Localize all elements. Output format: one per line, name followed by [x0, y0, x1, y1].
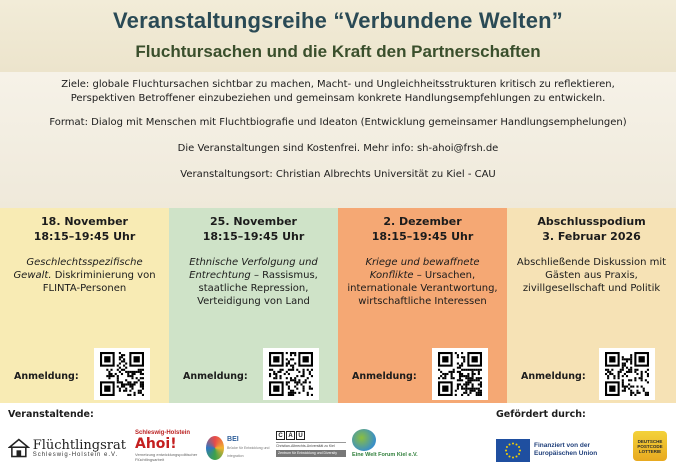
- registration-label: Anmeldung:: [183, 371, 248, 382]
- registration-qr-code[interactable]: [94, 348, 150, 400]
- bei-circle-icon: [206, 436, 224, 460]
- eu-star: [505, 449, 507, 451]
- postcode-lotterie-logo: [630, 431, 670, 461]
- goals-line-1: Ziele: globale Fluchtursachen sichtbar zu machen, Macht- und Ungleichheitsstrukturen kritisch zu reflektieren,: [61, 79, 615, 90]
- bei-logo: [206, 433, 272, 463]
- event-topic: Ethnische Verfolgung und Entrechtung: [189, 257, 318, 281]
- event-detail: – Ursachen, internationale Verantwortung, wirtschaftliche Interessen: [347, 270, 498, 307]
- footer: [0, 403, 676, 467]
- event-description: [338, 256, 507, 308]
- event-time: 18:15–19:45 Uhr: [371, 230, 474, 243]
- ahoi-tagline: Vernetzung entwicklungspolitischer Flüchtlingsarbeit: [135, 452, 198, 462]
- event-description: [0, 256, 169, 295]
- cau-logo: [276, 431, 350, 461]
- globe-icon: [352, 429, 376, 451]
- event-date: 3. Februar 2026: [542, 230, 641, 243]
- registration-label: Anmeldung:: [352, 371, 417, 382]
- event-topic: Kriege und bewaffnete Konflikte: [365, 257, 480, 281]
- eu-star: [512, 456, 514, 458]
- registration-label: Anmeldung:: [521, 371, 586, 382]
- eu-star: [506, 446, 508, 448]
- event-time: 18:15–19:45 Uhr: [33, 230, 136, 243]
- funded-by-label: Gefördert durch:: [496, 409, 586, 420]
- cau-name: Christian-Albrechts-Universität zu Kiel: [276, 442, 346, 448]
- bei-sub: Brücke für Entwicklung und Integration: [227, 446, 270, 458]
- event-title: Abschlusspodium: [537, 215, 646, 228]
- format-text: Format: Dialog mit Menschen mit Fluchtbiografie und Ideaton (Entwicklung gemeinsamer Handlungsemphelungen): [49, 117, 627, 128]
- eine-welt-forum-logo: [352, 429, 422, 459]
- event-detail: Diskriminierung von FLINTA-Personen: [42, 270, 156, 294]
- ahoi-name: Ahoi!: [135, 436, 177, 452]
- eu-logo: [496, 435, 616, 465]
- cau-letter: A: [286, 431, 295, 440]
- pcl-line-1: DEUTSCHE: [637, 438, 663, 444]
- ewf-name: Eine Welt Forum Kiel e.V.: [352, 452, 418, 458]
- event-date: 2. Dezember: [383, 215, 462, 228]
- event-date: 18. November: [41, 215, 128, 228]
- event-card-2: [169, 208, 338, 403]
- pcl-line-3: LOTTERIE: [638, 448, 662, 454]
- free-info-text: Die Veranstaltungen sind Kostenfrei. Mehr info: sh-ahoi@frsh.de: [177, 143, 499, 154]
- header: [0, 0, 676, 72]
- goals-line-2: Perspektiven Betroffener einzubeziehen und gemeinsam konkrete Handlungsempfehlungen zu entwickeln.: [70, 93, 606, 104]
- fluechtlingsrat-logo: [8, 433, 126, 463]
- event-topic: Geschlechtsspezifische Gewalt.: [13, 257, 143, 281]
- registration-qr-code[interactable]: [263, 348, 319, 400]
- event-description: [169, 256, 338, 308]
- bei-name: BEI: [227, 436, 239, 443]
- eu-star: [519, 449, 521, 451]
- registration-label: Anmeldung:: [14, 371, 79, 382]
- cau-letter: C: [276, 431, 285, 440]
- event-columns: [0, 208, 676, 403]
- registration-qr-code[interactable]: [599, 348, 655, 400]
- event-time: 18:15–19:45 Uhr: [202, 230, 305, 243]
- event-card-4: [507, 208, 676, 403]
- house-icon: [8, 435, 30, 461]
- cau-center: Zentrum für Entwicklung und Diversity Studies: [276, 450, 346, 457]
- page-title: Veranstaltungsreihe “Verbundene Welten”: [113, 8, 563, 33]
- eu-star: [506, 453, 508, 455]
- event-detail: – Rassismus, staatliche Repression, Verteidigung von Land: [197, 270, 318, 307]
- eu-star: [518, 446, 520, 448]
- eu-line-2: Europäischen Union: [534, 450, 598, 457]
- event-card-1: [0, 208, 169, 403]
- eu-star: [516, 455, 518, 457]
- eu-star: [516, 443, 518, 445]
- eu-line-1: Finanziert von der: [534, 442, 590, 449]
- eu-flag-icon: [496, 439, 530, 462]
- event-detail: Abschließende Diskussion mit Gästen aus Praxis, zivillgesellschaft und Politik: [516, 257, 667, 294]
- event-description: [507, 256, 676, 295]
- pcl-line-2: POSTCODE: [637, 443, 663, 449]
- eu-star: [509, 443, 511, 445]
- event-card-3: [338, 208, 507, 403]
- eu-star: [509, 455, 511, 457]
- event-date: 25. November: [210, 215, 297, 228]
- fluechtlingsrat-sub: Schleswig-Holstein e.V.: [32, 451, 119, 458]
- organizers-label: Veranstaltende:: [8, 409, 94, 420]
- page-subtitle: Fluchtursachen und die Kraft den Partnerschaften: [135, 42, 541, 61]
- venue-text: Veranstaltungsort: Christian Albrechts Universität zu Kiel - CAU: [180, 169, 496, 180]
- cau-letter: U: [296, 431, 305, 440]
- fluechtlingsrat-name: Flüchtlingsrat: [32, 437, 126, 453]
- sh-ahoi-logo: [135, 430, 201, 460]
- eu-star: [512, 442, 514, 444]
- ahoi-region: Schleswig-Holstein: [135, 430, 191, 436]
- info-section: [0, 72, 676, 208]
- eu-star: [518, 453, 520, 455]
- registration-qr-code[interactable]: [432, 348, 488, 400]
